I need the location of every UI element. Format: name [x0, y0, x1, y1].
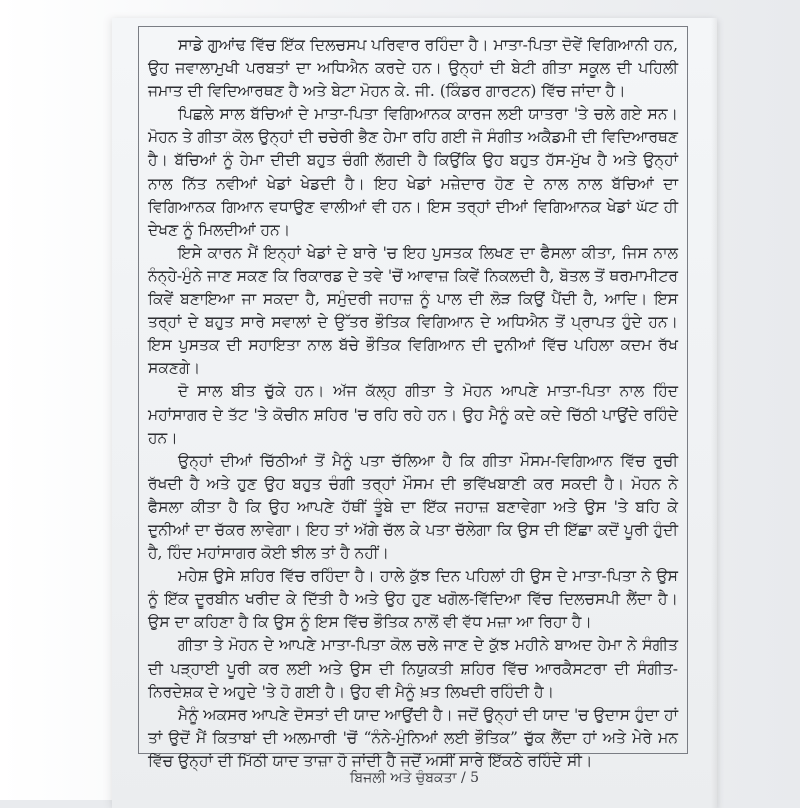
book-page	[112, 18, 717, 808]
page-edge-shadow	[711, 18, 717, 808]
paragraph-4: ਦੋ ਸਾਲ ਬੀਤ ਚੁੱਕੇ ਹਨ। ਅੱਜ ਕੱਲ੍ਹ ਗੀਤਾ ਤੇ ਮੋਹਨ ਆਪਣੇ ਮਾਤਾ-ਪਿਤਾ ਨਾਲ ਹਿੰਦ ਮਹਾਂਸਾਗਰ ਦੇ ਤੱਟ 'ਤੇ ਕੋਚੀਨ ਸ਼ਹਿਰ 'ਚ ਰਹਿ ਰਹੇ ਹਨ। ਉਹ ਮੈਨੂੰ ਕਦੇ ਕਦੇ ਚਿੱਠੀ ਪਾਉਂਦੇ ਰਹਿੰਦੇ ਹਨ।	[148, 382, 678, 447]
page-footer: ਬਿਜਲੀ ਅਤੇ ਚੁੰਬਕਤਾ / 5	[349, 770, 480, 786]
paragraph-3: ਇਸੇ ਕਾਰਨ ਮੈਂ ਇਨ੍ਹਾਂ ਖੇਡਾਂ ਦੇ ਬਾਰੇ 'ਚ ਇਹ ਪੁਸਤਕ ਲਿਖਣ ਦਾ ਫੈਸਲਾ ਕੀਤਾ, ਜਿਸ ਨਾਲ ਨੰਨ੍ਹੇ-ਮੁੰਨੇ ਜਾਣ ਸਕਣ ਕਿ ਰਿਕਾਰਡ ਦੇ ਤਵੇ 'ਚੋਂ ਆਵਾਜ਼ ਕਿਵੇਂ ਨਿਕਲਦੀ ਹੈ, ਬੋਤਲ ਤੋਂ ਥਰਮਾਮੀਟਰ ਕਿਵੇਂ ਬਣਾਇਆ ਜਾ ਸਕਦਾ ਹੈ, ਸਮੁੰਦਰੀ ਜਹਾਜ਼ ਨੂੰ ਪਾਲ ਦੀ ਲੋੜ ਕਿਉਂ ਪੈਂਦੀ ਹੈ, ਆਦਿ। ਇਸ ਤਰ੍ਹਾਂ ਦੇ ਬਹੁਤ ਸਾਰੇ ਸਵਾਲਾਂ ਦੇ ਉੱਤਰ ਭੌਤਿਕ ਵਿਗਿਆਨ ਦੇ ਅਧਿਐਨ ਤੋਂ ਪ੍ਰਾਪਤ ਹੁੰਦੇ ਹਨ। ਇਸ ਪੁਸਤਕ ਦੀ ਸਹਾਇਤਾ ਨਾਲ ਬੱਚੇ ਭੌਤਿਕ ਵਿਗਿਆਨ ਦੀ ਦੁਨੀਆਂ ਵਿੱਚ ਪਹਿਲਾ ਕਦਮ ਰੱਖ ਸਕਣਗੇ।	[148, 243, 678, 378]
body-text	[148, 34, 678, 773]
paragraph-2: ਪਿਛਲੇ ਸਾਲ ਬੱਚਿਆਂ ਦੇ ਮਾਤਾ-ਪਿਤਾ ਵਿਗਿਆਨਕ ਕਾਰਜ ਲਈ ਯਾਤਰਾ 'ਤੇ ਚਲੇ ਗਏ ਸਨ। ਮੋਹਨ ਤੇ ਗੀਤਾ ਕੋਲ ਉਨ੍ਹਾਂ ਦੀ ਚਚੇਰੀ ਭੈਣ ਹੇਮਾ ਰਹਿ ਗਈ ਜੋ ਸੰਗੀਤ ਅਕੈਡਮੀ ਦੀ ਵਿਦਿਆਰਥਣ ਹੈ। ਬੱਚਿਆਂ ਨੂੰ ਹੇਮਾ ਦੀਦੀ ਬਹੁਤ ਚੰਗੀ ਲੱਗਦੀ ਹੈ ਕਿਉਂਕਿ ਉਹ ਬਹੁਤ ਹੱਸ-ਮੁੱਖ ਹੈ ਅਤੇ ਉਨ੍ਹਾਂ ਨਾਲ ਨਿੱਤ ਨਵੀਆਂ ਖੇਡਾਂ ਖੇਡਦੀ ਹੈ। ਇਹ ਖੇਡਾਂ ਮਜ਼ੇਦਾਰ ਹੋਣ ਦੇ ਨਾਲ ਨਾਲ ਬੱਚਿਆਂ ਦਾ ਵਿਗਿਆਨਕ ਗਿਆਨ ਵਧਾਉਣ ਵਾਲੀਆਂ ਵੀ ਹਨ। ਇਸ ਤਰ੍ਹਾਂ ਦੀਆਂ ਵਿਗਿਆਨਕ ਖੇਡਾਂ ਘੱਟ ਹੀ ਦੇਖਣ ਨੂੰ ਮਿਲਦੀਆਂ ਹਨ।	[148, 105, 678, 239]
paragraph-5: ਉਨ੍ਹਾਂ ਦੀਆਂ ਚਿੱਠੀਆਂ ਤੋਂ ਮੈਨੂੰ ਪਤਾ ਚੱਲਿਆ ਹੈ ਕਿ ਗੀਤਾ ਮੌਸਮ-ਵਿਗਿਆਨ ਵਿੱਚ ਰੁਚੀ ਰੱਖਦੀ ਹੈ ਅਤੇ ਹੁਣ ਉਹ ਬਹੁਤ ਚੰਗੀ ਤਰ੍ਹਾਂ ਮੌਸਮ ਦੀ ਭਵਿੱਖਬਾਣੀ ਕਰ ਸਕਦੀ ਹੈ। ਮੋਹਨ ਨੇ ਫੈਸਲਾ ਕੀਤਾ ਹੈ ਕਿ ਉਹ ਆਪਣੇ ਹੱਥੀਂ ਤੂੰਬੇ ਦਾ ਇੱਕ ਜਹਾਜ਼ ਬਣਾਵੇਗਾ ਅਤੇ ਉਸ 'ਤੇ ਬਹਿ ਕੇ ਦੁਨੀਆਂ ਦਾ ਚੱਕਰ ਲਾਵੇਗਾ। ਇਹ ਤਾਂ ਅੱਗੇ ਚੱਲ ਕੇ ਪਤਾ ਚੱਲੇਗਾ ਕਿ ਉਸ ਦੀ ਇੱਛਾ ਕਦੋਂ ਪੂਰੀ ਹੁੰਦੀ ਹੈ, ਹਿੰਦ ਮਹਾਂਸਾਗਰ ਕੋਈ ਝੀਲ ਤਾਂ ਹੈ ਨਹੀਂ।	[148, 451, 678, 563]
paragraph-8: ਮੈਨੂੰ ਅਕਸਰ ਆਪਣੇ ਦੋਸਤਾਂ ਦੀ ਯਾਦ ਆਉਂਦੀ ਹੈ। ਜਦੋਂ ਉਨ੍ਹਾਂ ਦੀ ਯਾਦ 'ਚ ਉਦਾਸ ਹੁੰਦਾ ਹਾਂ ਤਾਂ ਉਦੋਂ ਮੈਂ ਕਿਤਾਬਾਂ ਦੀ ਅਲਮਾਰੀ 'ਚੋਂ “ਨੰਨੇ-ਮੁੰਨਿਆਂ ਲਈ ਭੌਤਿਕ” ਚੁੱਕ ਲੈਂਦਾ ਹਾਂ ਅਤੇ ਮੇਰੇ ਮਨ ਵਿੱਚ ਉਨ੍ਹਾਂ ਦੀ ਮਿੱਠੀ ਯਾਦ ਤਾਜ਼ਾ ਹੋ ਜਾਂਦੀ ਹੈ ਜਦੋਂ ਅਸੀਂ ਸਾਰੇ ਇੱਕਠੇ ਰਹਿੰਦੇ ਸੀ।	[148, 705, 678, 770]
paragraph-6: ਮਹੇਸ਼ ਉਸੇ ਸ਼ਹਿਰ ਵਿੱਚ ਰਹਿੰਦਾ ਹੈ। ਹਾਲੇ ਕੁੱਝ ਦਿਨ ਪਹਿਲਾਂ ਹੀ ਉਸ ਦੇ ਮਾਤਾ-ਪਿਤਾ ਨੇ ਉਸ ਨੂੰ ਇੱਕ ਦੂਰਬੀਨ ਖਰੀਦ ਕੇ ਦਿੱਤੀ ਹੈ ਅਤੇ ਉਹ ਹੁਣ ਖਗੋਲ-ਵਿੱਦਿਆ ਵਿੱਚ ਦਿਲਚਸਪੀ ਲੈਂਦਾ ਹੈ। ਉਸ ਦਾ ਕਹਿਣਾ ਹੈ ਕਿ ਉਸ ਨੂੰ ਇਸ ਵਿੱਚ ਭੌਤਿਕ ਨਾਲੋਂ ਵੀ ਵੱਧ ਮਜ਼ਾ ਆ ਰਿਹਾ ਹੈ।	[148, 567, 678, 632]
paragraph-7: ਗੀਤਾ ਤੇ ਮੋਹਨ ਦੇ ਆਪਣੇ ਮਾਤਾ-ਪਿਤਾ ਕੋਲ ਚਲੇ ਜਾਣ ਦੇ ਕੁੱਝ ਮਹੀਨੇ ਬਾਅਦ ਹੇਮਾ ਨੇ ਸੰਗੀਤ ਦੀ ਪੜ੍ਹਾਈ ਪੂਰੀ ਕਰ ਲਈ ਅਤੇ ਉਸ ਦੀ ਨਿਯੁਕਤੀ ਸ਼ਹਿਰ ਵਿੱਚ ਆਰਕੈਸਟਰਾ ਦੀ ਸੰਗੀਤ-ਨਿਰਦੇਸ਼ਕ ਦੇ ਅਹੁਦੇ 'ਤੇ ਹੋ ਗਈ ਹੈ। ਉਹ ਵੀ ਮੈਨੂੰ ਖ਼ਤ ਲਿਖਦੀ ਰਹਿੰਦੀ ਹੈ।	[148, 636, 678, 701]
paragraph-1: ਸਾਡੇ ਗੁਆਂਢ ਵਿੱਚ ਇੱਕ ਦਿਲਚਸਪ ਪਰਿਵਾਰ ਰਹਿੰਦਾ ਹੈ। ਮਾਤਾ-ਪਿਤਾ ਦੋਵੇਂ ਵਿਗਿਆਨੀ ਹਨ, ਉਹ ਜਵਾਲਾਮੁਖੀ ਪਰਬਤਾਂ ਦਾ ਅਧਿਐਨ ਕਰਦੇ ਹਨ। ਉਨ੍ਹਾਂ ਦੀ ਬੇਟੀ ਗੀਤਾ ਸਕੂਲ ਦੀ ਪਹਿਲੀ ਜਮਾਤ ਦੀ ਵਿਦਿਆਰਥਣ ਹੈ ਅਤੇ ਬੇਟਾ ਮੋਹਨ ਕੇ. ਜੀ. (ਕਿੰਡਰ ਗਾਰਟਨ) ਵਿੱਚ ਜਾਂਦਾ ਹੈ।	[148, 36, 678, 101]
